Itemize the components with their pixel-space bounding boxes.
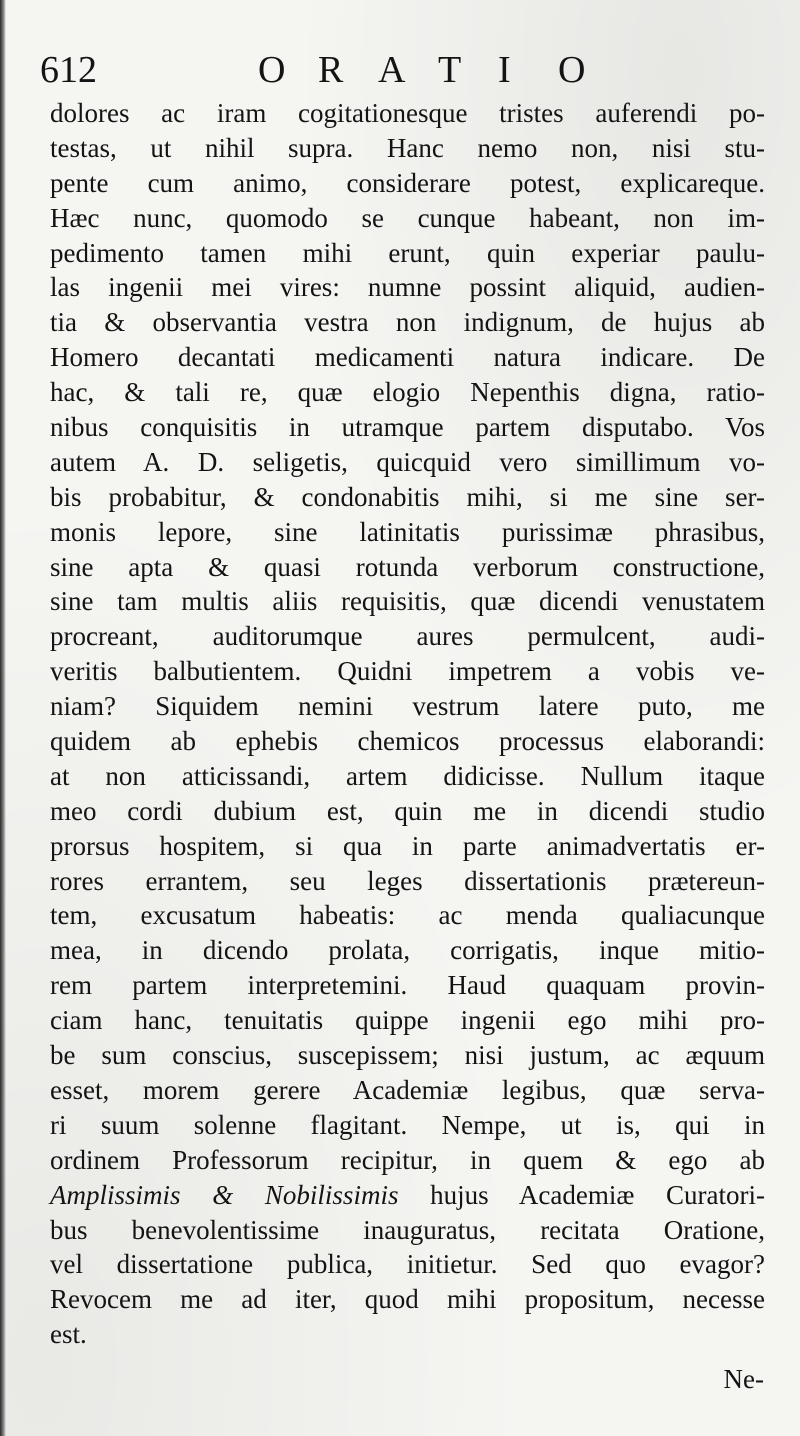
page-binding-shadow [0, 0, 6, 1436]
text-line: bis probabitur, & condonabitis mihi, si me sine ser- [50, 481, 765, 512]
running-title-letter: I [498, 49, 511, 91]
text-line: niam? Siquidem nemini vestrum latere puto, me [50, 691, 765, 722]
text-line: tem, excusatum habeatis: ac menda qualiacunque [50, 900, 765, 931]
text-line: rem partem interpretemini. Haud quaquam provin- [50, 970, 765, 1001]
text-line: esset, morem gerere Academiæ legibus, quæ serva- [50, 1074, 765, 1105]
body-text [50, 96, 765, 1352]
text-line: Hæc nunc, quomodo se cunque habeant, non im- [50, 202, 765, 233]
running-title-letter: O [558, 49, 586, 91]
text-line: las ingenii mei vires: numne possint aliquid, audien- [50, 272, 765, 303]
text-line: autem A. D. seligetis, quicquid vero simillimum vo- [50, 446, 765, 477]
text-line: hac, & tali re, quæ elogio Nepenthis digna, ratio- [50, 377, 765, 408]
text-line: nibus conquisitis in utramque partem disputabo. Vos [50, 412, 765, 443]
text-line: pente cum animo, considerare potest, explicareque. [50, 167, 765, 198]
italic-text: Amplissimis & Nobilissimis [50, 1179, 399, 1210]
text-line: Revocem me ad iter, quod mihi propositum, necesse [50, 1284, 765, 1315]
page-number: 612 [40, 49, 97, 91]
text-line: quidem ab ephebis chemicos processus elaborandi: [50, 726, 765, 757]
text-line: veritis balbutientem. Quidni impetrem a vobis ve- [50, 656, 765, 687]
text-line: Homero decantati medicamenti natura indicare. De [50, 342, 765, 373]
text-line: meo cordi dubium est, quin me in dicendi studio [50, 795, 765, 826]
text-line: rores errantem, seu leges dissertationis prætereun- [50, 865, 765, 896]
text-line: pedimento tamen mihi erunt, quin experiar paulu- [50, 237, 765, 268]
text-line: testas, ut nihil supra. Hanc nemo non, nisi stu- [50, 132, 765, 163]
running-title [258, 42, 618, 98]
text-line: prorsus hospitem, si qua in parte animadvertatis er- [50, 830, 765, 861]
text-line: sine apta & quasi rotunda verborum constructione, [50, 551, 765, 582]
page-header [40, 42, 780, 98]
catchword: Ne- [723, 1364, 764, 1394]
text-line: tia & observantia vestra non indignum, de hujus ab [50, 307, 765, 338]
text-line: sine tam multis aliis requisitis, quæ dicendi venustatem [50, 586, 765, 617]
text-line: ordinem Professorum recipitur, in quem & ego ab [50, 1144, 765, 1175]
running-title-letter: R [318, 49, 344, 91]
text-line: mea, in dicendo prolata, corrigatis, inque mitio- [50, 935, 765, 966]
text-line: monis lepore, sine latinitatis purissimæ phrasibus, [50, 516, 765, 547]
running-title-letter: A [378, 49, 406, 91]
text-span: hujus Academiæ Curatori- [398, 1179, 765, 1210]
text-line: vel dissertatione publica, initietur. Sed quo evagor? [50, 1249, 765, 1280]
text-line: ri suum solenne flagitant. Nempe, ut is, qui in [50, 1109, 765, 1140]
text-line: bus benevolentissime inauguratus, recitata Oratione, [50, 1214, 765, 1245]
running-title-letter: O [258, 49, 286, 91]
text-line-with-italic [50, 1178, 765, 1213]
text-line: dolores ac iram cogitationesque tristes auferendi po- [50, 98, 765, 128]
text-line-final: est. [50, 1319, 87, 1350]
text-line: at non atticissandi, artem didicisse. Nullum itaque [50, 760, 765, 791]
text-line: ciam hanc, tenuitatis quippe ingenii ego mihi pro- [50, 1005, 765, 1036]
running-title-letter: T [438, 49, 462, 91]
text-line: procreant, auditorumque aures permulcent, audi- [50, 621, 765, 652]
text-line: be sum conscius, suscepissem; nisi justum, ac æquum [50, 1040, 765, 1071]
